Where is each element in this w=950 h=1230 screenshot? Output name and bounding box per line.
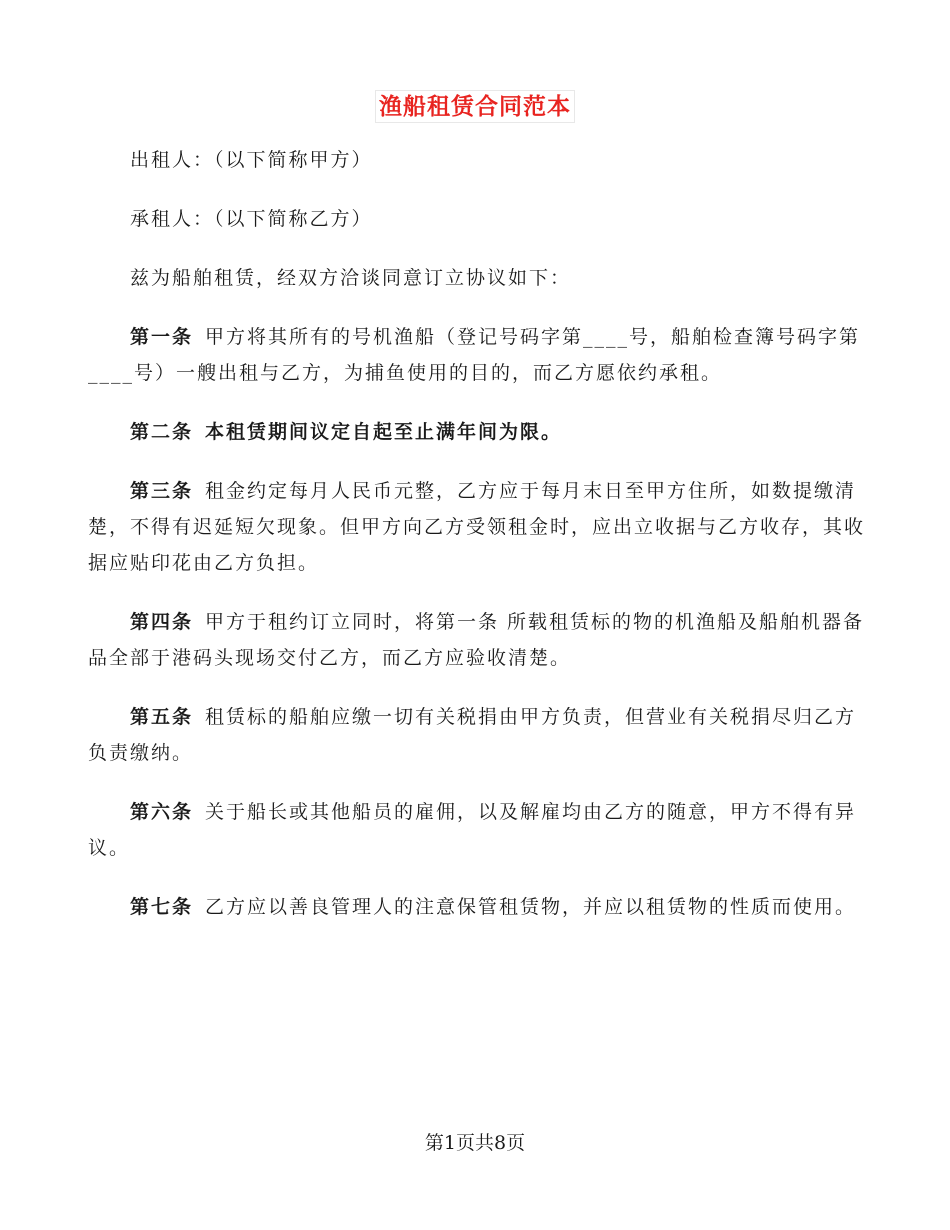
article-4-text: 甲方于租约订立同时，将第一条 所载租赁标的物的机渔船及船舶机器备品全部于港码头现场交付乙方，而乙方应验收清楚。 — [88, 611, 865, 669]
article-1-label: 第一条 — [130, 326, 194, 348]
article-4-label: 第四条 — [130, 611, 194, 633]
page-number-footer: 第1页共8页 — [424, 1132, 526, 1154]
document-body — [88, 142, 868, 948]
article-3-text: 租金约定每月人民币元整，乙方应于每月末日至甲方住所，如数提缴清楚，不得有迟延短欠现象。但甲方向乙方受领租金时，应出立收据与乙方收存，其收据应贴印花由乙方负担。 — [88, 480, 866, 574]
article-7-text: 乙方应以善良管理人的注意保管租赁物，并应以租赁物的性质而使用。 — [205, 896, 857, 918]
article-2-label: 第二条 — [130, 421, 194, 443]
article-5-text: 租赁标的船舶应缴一切有关税捐由甲方负责，但营业有关税捐尽归乙方负责缴纳。 — [88, 706, 857, 764]
article-4 — [88, 604, 868, 676]
article-5-label: 第五条 — [130, 706, 194, 728]
document-title — [0, 88, 950, 121]
article-6-label: 第六条 — [130, 801, 194, 823]
article-3-label: 第三条 — [130, 480, 194, 502]
intro-lessee: 承租人：（以下简称乙方） — [130, 208, 373, 230]
article-2-text: 本租赁期间议定自起至止满年间为限。 — [205, 421, 563, 443]
intro-lessor: 出租人：（以下简称甲方） — [130, 149, 373, 171]
article-6-text: 关于船长或其他船员的雇佣，以及解雇均由乙方的随意，甲方不得有异议。 — [88, 801, 857, 859]
article-5 — [88, 699, 868, 771]
article-2 — [88, 414, 868, 450]
article-1-text: 甲方将其所有的号机渔船（登记号码字第____号，船舶检查簿号码字第____号）一艘出租与乙方，为捕鱼使用的目的，而乙方愿依约承租。 — [88, 326, 861, 384]
article-6 — [88, 794, 868, 866]
document-title-text: 渔船租赁合同范本 — [375, 90, 575, 123]
article-7 — [88, 889, 868, 925]
article-3 — [88, 473, 868, 581]
intro-agreement: 兹为船舶租赁，经双方洽谈同意订立协议如下： — [130, 267, 572, 289]
article-1 — [88, 319, 868, 391]
article-7-label: 第七条 — [130, 896, 194, 918]
